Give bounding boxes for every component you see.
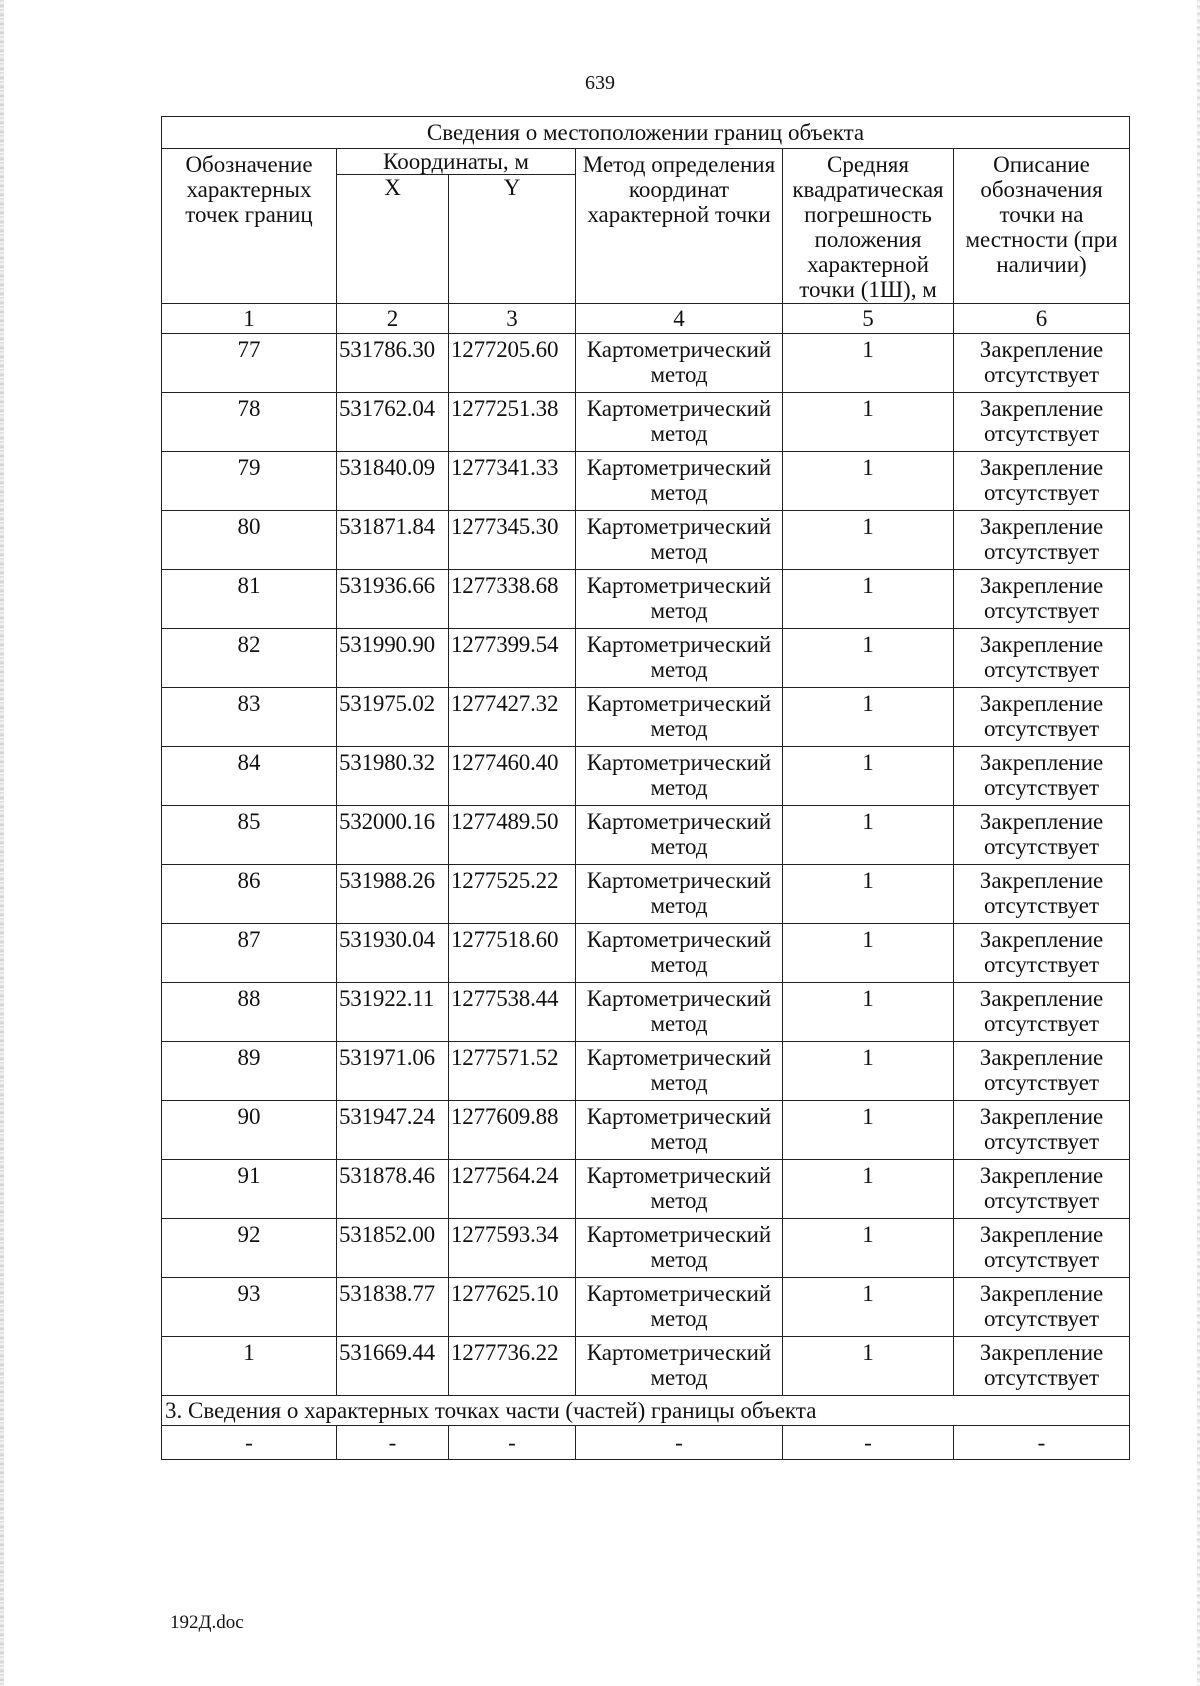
cell-point: 79: [162, 452, 337, 511]
cell-y: 1277525.22: [449, 865, 576, 924]
cell-x: 531838.77: [337, 1278, 449, 1337]
header-y: Y: [449, 175, 576, 304]
header-description: Описание обозначения точки на местности (при наличии): [954, 149, 1130, 304]
table-row: [162, 393, 1130, 452]
table-row: [162, 1278, 1130, 1337]
cell-method: Картометрический метод: [576, 511, 783, 570]
cell-error: 1: [783, 747, 954, 806]
cell-error: 1: [783, 1101, 954, 1160]
cell-x: 531975.02: [337, 688, 449, 747]
cell-y: 1277345.30: [449, 511, 576, 570]
table-row: [162, 983, 1130, 1042]
column-number: 1: [162, 304, 337, 334]
column-number: 5: [783, 304, 954, 334]
cell-error: 1: [783, 983, 954, 1042]
cell-x: 531786.30: [337, 334, 449, 393]
cell-x: 531669.44: [337, 1337, 449, 1396]
cell-description: Закрепление отсутствует: [954, 983, 1130, 1042]
header-coordinates: Координаты, м: [337, 149, 576, 175]
cell-method: Картометрический метод: [576, 688, 783, 747]
cell-error: 1: [783, 1278, 954, 1337]
cell-point: 77: [162, 334, 337, 393]
cell-x: 531852.00: [337, 1219, 449, 1278]
cell-x: 531971.06: [337, 1042, 449, 1101]
empty-value-cell: -: [783, 1426, 954, 1460]
cell-point: 86: [162, 865, 337, 924]
cell-error: 1: [783, 865, 954, 924]
cell-point: 93: [162, 1278, 337, 1337]
cell-x: 531947.24: [337, 1101, 449, 1160]
table-row: [162, 688, 1130, 747]
cell-y: 1277341.33: [449, 452, 576, 511]
cell-error: 1: [783, 924, 954, 983]
cell-error: 1: [783, 1042, 954, 1101]
cell-point: 78: [162, 393, 337, 452]
cell-error: 1: [783, 629, 954, 688]
cell-x: 531840.09: [337, 452, 449, 511]
table-row: [162, 1042, 1130, 1101]
cell-error: 1: [783, 1160, 954, 1219]
table-row: [162, 1101, 1130, 1160]
cell-description: Закрепление отсутствует: [954, 629, 1130, 688]
cell-x: 531922.11: [337, 983, 449, 1042]
column-number: 2: [337, 304, 449, 334]
table-row: [162, 570, 1130, 629]
section-3-title: 3. Сведения о характерных точках части (частей) границы объекта: [162, 1396, 1130, 1426]
cell-point: 85: [162, 806, 337, 865]
cell-description: Закрепление отсутствует: [954, 334, 1130, 393]
cell-y: 1277538.44: [449, 983, 576, 1042]
cell-method: Картометрический метод: [576, 393, 783, 452]
cell-description: Закрепление отсутствует: [954, 688, 1130, 747]
header-method: Метод определения координат характерной точки: [576, 149, 783, 304]
cell-description: Закрепление отсутствует: [954, 1337, 1130, 1396]
cell-y: 1277593.34: [449, 1219, 576, 1278]
column-number-row: [162, 304, 1130, 334]
section-3-values-row: [162, 1426, 1130, 1460]
header-mean-error: Средняя квадратическая погрешность положения характерной точки (1Ш), м: [783, 149, 954, 304]
cell-point: 91: [162, 1160, 337, 1219]
table-row: [162, 747, 1130, 806]
cell-method: Картометрический метод: [576, 747, 783, 806]
cell-point: 90: [162, 1101, 337, 1160]
cell-y: 1277625.10: [449, 1278, 576, 1337]
cell-error: 1: [783, 688, 954, 747]
table-row: [162, 452, 1130, 511]
scan-edge-left: [0, 0, 4, 1686]
cell-method: Картометрический метод: [576, 334, 783, 393]
cell-description: Закрепление отсутствует: [954, 570, 1130, 629]
cell-point: 81: [162, 570, 337, 629]
section-3-row: [162, 1396, 1130, 1426]
cell-point: 1: [162, 1337, 337, 1396]
cell-x: 531936.66: [337, 570, 449, 629]
cell-description: Закрепление отсутствует: [954, 1101, 1130, 1160]
cell-point: 83: [162, 688, 337, 747]
cell-y: 1277609.88: [449, 1101, 576, 1160]
cell-error: 1: [783, 452, 954, 511]
cell-description: Закрепление отсутствует: [954, 393, 1130, 452]
cell-error: 1: [783, 1337, 954, 1396]
cell-description: Закрепление отсутствует: [954, 1219, 1130, 1278]
cell-y: 1277251.38: [449, 393, 576, 452]
column-number: 4: [576, 304, 783, 334]
cell-x: 531990.90: [337, 629, 449, 688]
table-row: [162, 511, 1130, 570]
cell-point: 89: [162, 1042, 337, 1101]
boundary-coordinates-table: [161, 116, 1130, 1460]
cell-description: Закрепление отсутствует: [954, 511, 1130, 570]
cell-method: Картометрический метод: [576, 924, 783, 983]
cell-x: 531762.04: [337, 393, 449, 452]
cell-method: Картометрический метод: [576, 1278, 783, 1337]
cell-method: Картометрический метод: [576, 1042, 783, 1101]
cell-error: 1: [783, 570, 954, 629]
cell-y: 1277736.22: [449, 1337, 576, 1396]
header-point-designation: Обозначение характерных точек границ: [162, 149, 337, 304]
cell-point: 87: [162, 924, 337, 983]
cell-y: 1277489.50: [449, 806, 576, 865]
cell-description: Закрепление отсутствует: [954, 452, 1130, 511]
cell-method: Картометрический метод: [576, 983, 783, 1042]
cell-error: 1: [783, 1219, 954, 1278]
cell-x: 531930.04: [337, 924, 449, 983]
cell-description: Закрепление отсутствует: [954, 924, 1130, 983]
table-row: [162, 924, 1130, 983]
cell-method: Картометрический метод: [576, 806, 783, 865]
cell-method: Картометрический метод: [576, 452, 783, 511]
cell-description: Закрепление отсутствует: [954, 1160, 1130, 1219]
cell-description: Закрепление отсутствует: [954, 865, 1130, 924]
footer-filename: 192Д.doc: [170, 1612, 244, 1633]
cell-point: 84: [162, 747, 337, 806]
cell-point: 88: [162, 983, 337, 1042]
table-row: [162, 865, 1130, 924]
cell-method: Картометрический метод: [576, 865, 783, 924]
cell-error: 1: [783, 806, 954, 865]
table-row: [162, 806, 1130, 865]
cell-method: Картометрический метод: [576, 1337, 783, 1396]
cell-description: Закрепление отсутствует: [954, 1278, 1130, 1337]
empty-value-cell: -: [449, 1426, 576, 1460]
cell-method: Картометрический метод: [576, 570, 783, 629]
cell-x: 531988.26: [337, 865, 449, 924]
cell-description: Закрепление отсутствует: [954, 806, 1130, 865]
empty-value-cell: -: [576, 1426, 783, 1460]
cell-description: Закрепление отсутствует: [954, 747, 1130, 806]
cell-point: 80: [162, 511, 337, 570]
page-number: 639: [585, 72, 615, 94]
cell-method: Картометрический метод: [576, 1160, 783, 1219]
column-number: 3: [449, 304, 576, 334]
table-row: [162, 334, 1130, 393]
empty-value-cell: -: [337, 1426, 449, 1460]
header-x: X: [337, 175, 449, 304]
table-row: [162, 629, 1130, 688]
table-title-row: [162, 117, 1130, 149]
cell-point: 92: [162, 1219, 337, 1278]
table-row: [162, 1337, 1130, 1396]
empty-value-cell: -: [954, 1426, 1130, 1460]
table-row: [162, 1160, 1130, 1219]
cell-point: 82: [162, 629, 337, 688]
cell-y: 1277399.54: [449, 629, 576, 688]
cell-x: 531871.84: [337, 511, 449, 570]
cell-x: 531878.46: [337, 1160, 449, 1219]
table-header-row: [162, 149, 1130, 175]
cell-y: 1277205.60: [449, 334, 576, 393]
table-row: [162, 1219, 1130, 1278]
cell-y: 1277571.52: [449, 1042, 576, 1101]
cell-y: 1277564.24: [449, 1160, 576, 1219]
column-number: 6: [954, 304, 1130, 334]
cell-x: 531980.32: [337, 747, 449, 806]
cell-y: 1277338.68: [449, 570, 576, 629]
cell-method: Картометрический метод: [576, 629, 783, 688]
cell-error: 1: [783, 334, 954, 393]
cell-y: 1277427.32: [449, 688, 576, 747]
cell-error: 1: [783, 511, 954, 570]
table-title: Сведения о местоположении границ объекта: [162, 117, 1130, 149]
cell-method: Картометрический метод: [576, 1219, 783, 1278]
cell-x: 532000.16: [337, 806, 449, 865]
cell-y: 1277460.40: [449, 747, 576, 806]
cell-method: Картометрический метод: [576, 1101, 783, 1160]
cell-description: Закрепление отсутствует: [954, 1042, 1130, 1101]
empty-value-cell: -: [162, 1426, 337, 1460]
cell-error: 1: [783, 393, 954, 452]
cell-y: 1277518.60: [449, 924, 576, 983]
